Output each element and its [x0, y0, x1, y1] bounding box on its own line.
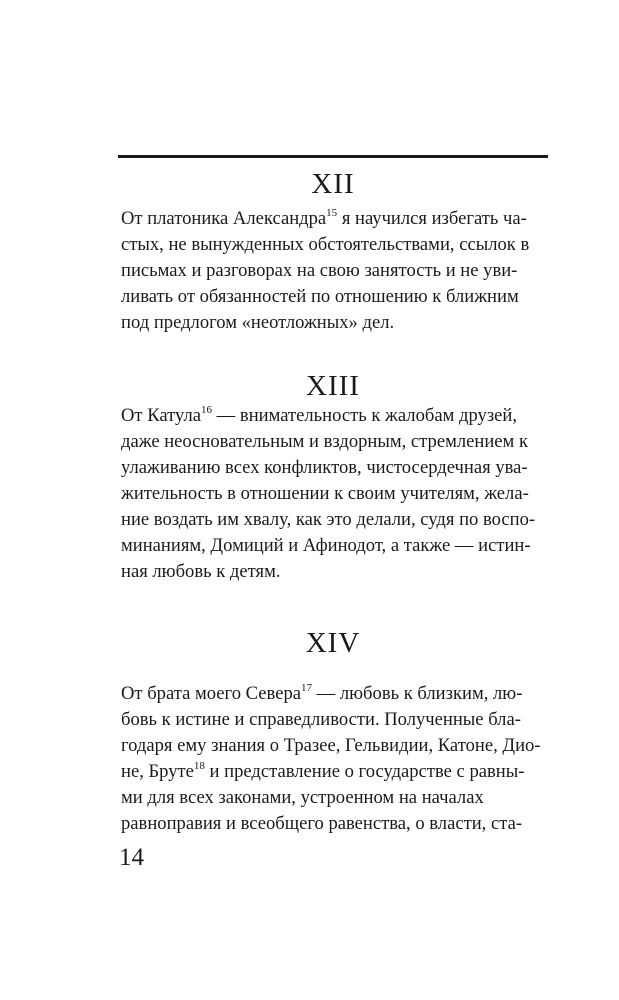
text-line: под предлогом «неотложных» дел. [121, 312, 395, 333]
text-line: ливать от обязанностей по отношению к ближним [121, 286, 519, 307]
text-line: ние воздать им хвалу, как это делали, судя по воспо- [121, 509, 536, 530]
footnote-ref[interactable]: 18 [193, 759, 205, 772]
text-line: не, Бруте$^{18}$ и представление о государстве с равны- [121, 759, 525, 782]
section-heading-xii: XII [311, 168, 355, 200]
text-line: ми для всех законами, устроенном на началах [121, 787, 484, 808]
text-line: годаря ему знания о Тразее, Гельвидии, Катоне, Дио- [121, 735, 541, 756]
top-rule [118, 155, 548, 158]
text-line: равноправия и всеобщего равенства, о власти, ста- [121, 813, 523, 834]
text-line: жительность в отношении к своим учителям, жела- [121, 483, 529, 504]
section-xiii-paragraph [121, 403, 561, 585]
footnote-ref[interactable]: 16 [201, 403, 213, 416]
footnote-ref[interactable]: 15 [326, 206, 338, 219]
text-line: От платоника Александра$^{15}$ я научился избегать ча- [121, 206, 527, 229]
text-line: ная любовь к детям. [121, 561, 281, 582]
text-line: От Катула$^{16}$ — внимательность к жалобам друзей, [121, 403, 518, 426]
text-line: стых, не вынужденных обстоятельствами, ссылок в [121, 234, 530, 255]
section-heading-xiv: XIV [305, 627, 361, 659]
text-line: бовь к истине и справедливости. Полученные бла- [121, 709, 521, 730]
text-line: минаниям, Домиций и Афинодот, а также — истин- [121, 535, 531, 556]
text-line: улаживанию всех конфликтов, чистосердечная ува- [121, 457, 528, 478]
text-line: письмах и разговорах на свою занятость и не уви- [121, 260, 518, 281]
text-line: даже неосновательным и вздорным, стремлением к [121, 431, 528, 452]
section-xiv-paragraph [121, 681, 561, 837]
text-line: От брата моего Севера$^{17}$ — любовь к близким, лю- [121, 681, 523, 704]
section-heading-xiii: XIII [306, 370, 360, 402]
footnote-ref[interactable]: 17 [301, 681, 312, 694]
section-xii-paragraph [121, 206, 561, 336]
page-number: 14 [119, 844, 144, 871]
